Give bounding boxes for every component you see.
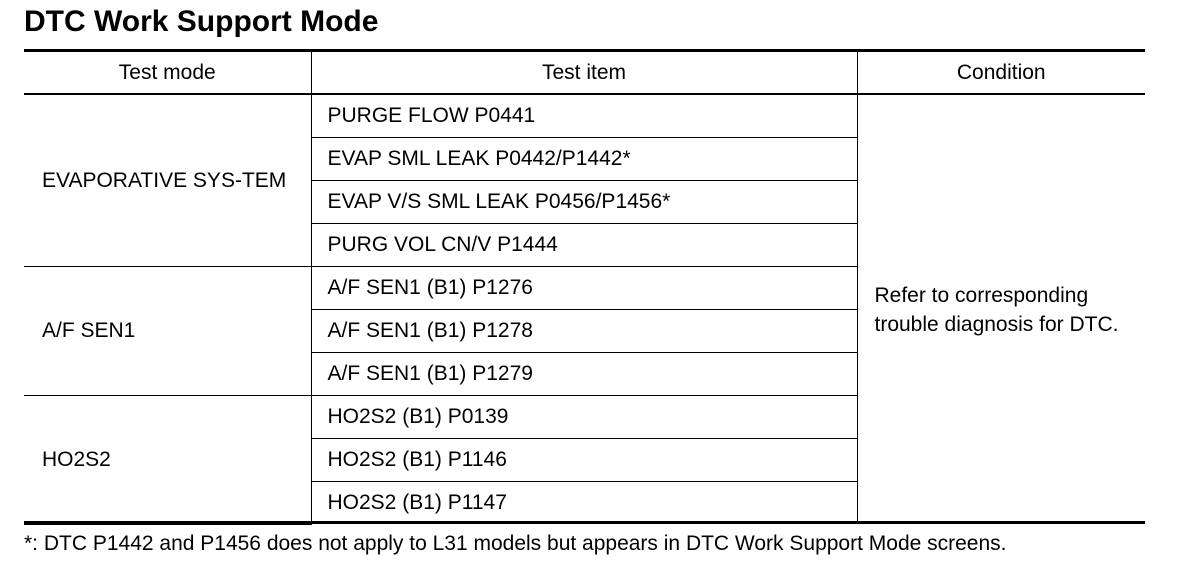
test-mode-cell: A/F SEN1: [24, 267, 311, 396]
test-item-cell: HO2S2 (B1) P0139: [311, 396, 857, 439]
test-item-cell: A/F SEN1 (B1) P1279: [311, 353, 857, 396]
test-item-cell: HO2S2 (B1) P1147: [311, 482, 857, 525]
test-item-cell: PURG VOL CN/V P1444: [311, 224, 857, 267]
test-item-cell: EVAP V/S SML LEAK P0456/P1456*: [311, 181, 857, 224]
page-title: DTC Work Support Mode: [24, 5, 379, 38]
bottom-rule: [24, 521, 1145, 524]
test-item-cell: A/F SEN1 (B1) P1278: [311, 310, 857, 353]
header-test-item: Test item: [311, 52, 857, 94]
test-item-cell: PURGE FLOW P0441: [311, 94, 857, 138]
test-mode-cell: EVAPORATIVE SYS-TEM: [24, 94, 311, 267]
condition-cell: Refer to corresponding trouble diagnosis for DTC.: [857, 94, 1145, 524]
test-item-cell: EVAP SML LEAK P0442/P1442*: [311, 138, 857, 181]
header-row: [24, 52, 1145, 94]
test-mode-cell: HO2S2: [24, 396, 311, 525]
footnote: *: DTC P1442 and P1456 does not apply to L31 models but appears in DTC Work Support Mode screens.: [24, 532, 1007, 555]
test-item-cell: HO2S2 (B1) P1146: [311, 439, 857, 482]
dtc-table: [24, 52, 1145, 525]
table-row: [24, 94, 1145, 138]
header-test-mode: Test mode: [24, 52, 311, 94]
header-condition: Condition: [857, 52, 1145, 94]
test-item-cell: A/F SEN1 (B1) P1276: [311, 267, 857, 310]
